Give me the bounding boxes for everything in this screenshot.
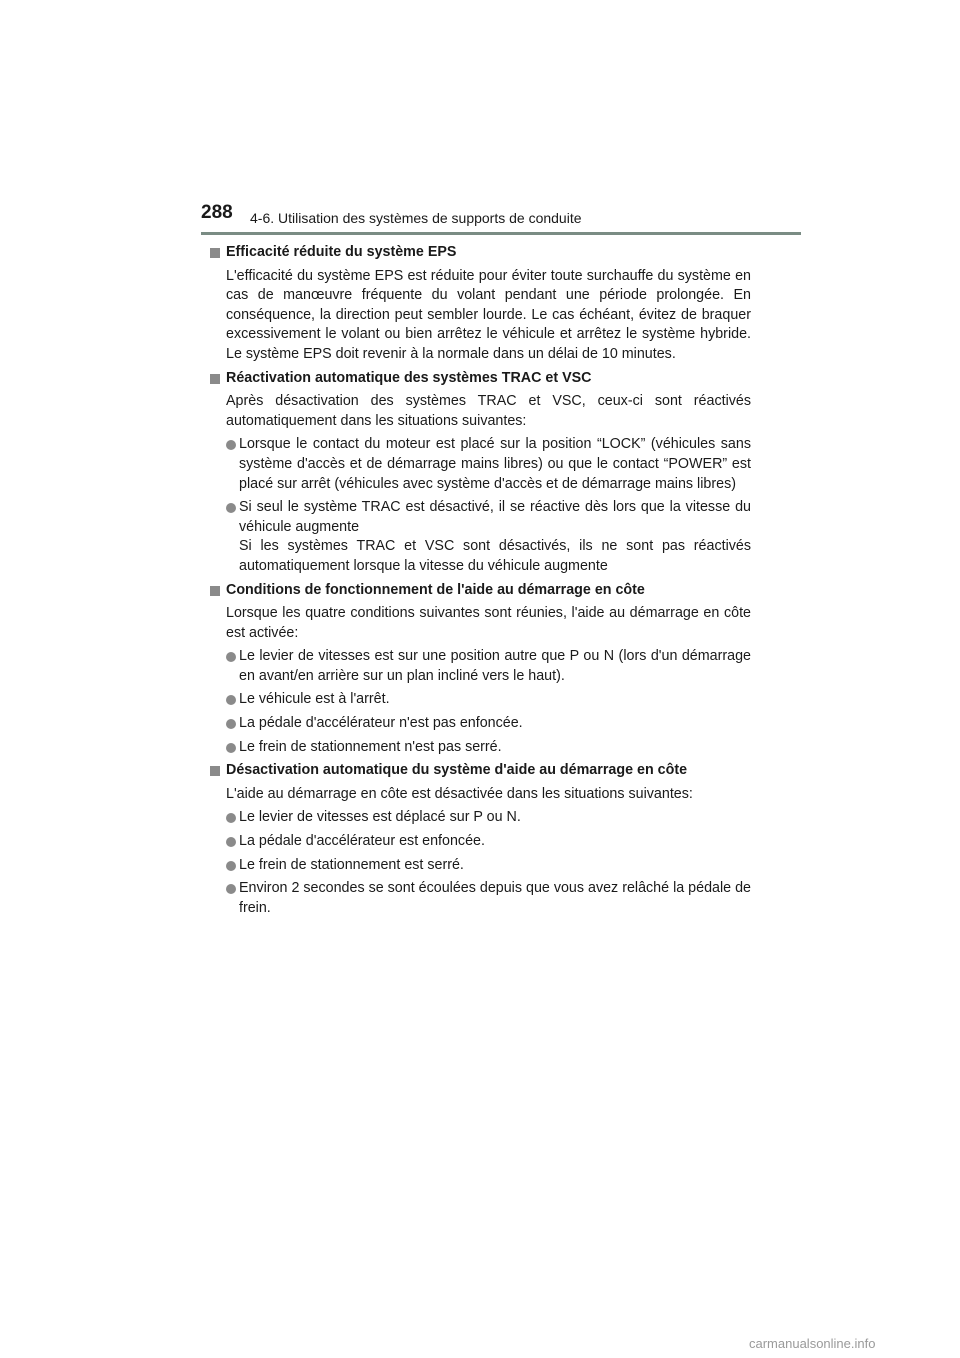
list-item-text: La pédale d'accélérateur est enfoncée. <box>239 833 485 850</box>
list-item <box>210 690 751 710</box>
square-bullet-icon <box>210 374 220 384</box>
watermark: carmanualsonline.info <box>749 1336 876 1351</box>
section-title <box>210 581 751 601</box>
list-item <box>210 879 751 918</box>
page-number: 288 <box>201 202 233 223</box>
section-paragraph: L'efficacité du système EPS est réduite pour éviter toute surchauffe du système en cas de manœuvre fréquente du volant pendant une période prolongée. En conséquence, la direction peut sembler lourde. Le cas échéant, évitez de braquer excessivement le volant ou bien arrêtez le véhicule et arrêtez le système hybride. Le système EPS doit revenir à la normale dans un délai de 10 minutes. <box>226 267 751 362</box>
section <box>210 243 751 365</box>
list-item-text: La pédale d'accélérateur n'est pas enfoncée. <box>239 715 523 732</box>
section-paragraph: L'aide au démarrage en côte est désactivée dans les situations suivantes: <box>226 785 693 802</box>
circle-bullet-icon <box>226 503 236 513</box>
section-paragraph: Lorsque les quatre conditions suivantes sont réunies, l'aide au démarrage en côte est activée: <box>226 605 751 641</box>
circle-bullet-icon <box>226 719 236 729</box>
square-bullet-icon <box>210 586 220 596</box>
list-item <box>210 832 751 852</box>
circle-bullet-icon <box>226 695 236 705</box>
list-item-text: Lorsque le contact du moteur est placé sur la position “LOCK” (véhicules sans système d'accès et de démarrage mains libres) ou que le contact “POWER” est placé sur arrêt (véhicules avec système d'accès et de démarrage mains libres) <box>239 436 751 492</box>
list-item-text: Le levier de vitesses est déplacé sur P ou N. <box>239 809 521 826</box>
list-item <box>210 647 751 686</box>
list-item <box>210 714 751 734</box>
list-item <box>210 498 751 576</box>
list-item-text: Le véhicule est à l'arrêt. <box>239 691 390 708</box>
section <box>210 369 751 577</box>
circle-bullet-icon <box>226 743 236 753</box>
section-title-text: Conditions de fonctionnement de l'aide au démarrage en côte <box>226 581 645 598</box>
square-bullet-icon <box>210 766 220 776</box>
section <box>210 761 751 918</box>
list-item <box>210 808 751 828</box>
page-content <box>210 240 751 922</box>
list-item-text: Environ 2 secondes se sont écoulées depuis que vous avez relâché la pédale de frein. <box>239 880 751 916</box>
section-paragraph: Après désactivation des systèmes TRAC et VSC, ceux-ci sont réactivés automatiquement dans les situations suivantes: <box>226 393 751 429</box>
section-title <box>210 761 751 781</box>
list-item-text: Le frein de stationnement n'est pas serré. <box>239 738 502 755</box>
page-header <box>0 0 960 240</box>
section-title <box>210 243 751 263</box>
section-title-text: Réactivation automatique des systèmes TRAC et VSC <box>226 369 592 386</box>
section-title <box>210 369 751 389</box>
circle-bullet-icon <box>226 652 236 662</box>
section-title-text: Désactivation automatique du système d'aide au démarrage en côte <box>226 762 688 779</box>
header-divider <box>201 232 801 235</box>
list-item-text: Si les systèmes TRAC et VSC sont désactivés, ils ne sont pas réactivés automatiquement lorsque la vitesse du véhicule augmente <box>239 538 751 574</box>
circle-bullet-icon <box>226 861 236 871</box>
chapter-title: 4-6. Utilisation des systèmes de supports de conduite <box>250 210 582 226</box>
list-item-text: Le levier de vitesses est sur une position autre que P ou N (lors d'un démarrage en avant/en arrière sur un plan incliné vers le haut). <box>239 648 751 684</box>
section-title-text: Efficacité réduite du système EPS <box>226 244 457 260</box>
list-item <box>210 435 751 494</box>
list-item <box>210 738 751 758</box>
list-item-text: Le frein de stationnement est serré. <box>239 856 464 873</box>
circle-bullet-icon <box>226 440 236 450</box>
circle-bullet-icon <box>226 813 236 823</box>
square-bullet-icon <box>210 248 220 258</box>
circle-bullet-icon <box>226 837 236 847</box>
circle-bullet-icon <box>226 884 236 894</box>
list-item-text: Si seul le système TRAC est désactivé, il se réactive dès lors que la vitesse du véhicule augmente <box>239 499 751 535</box>
list-item <box>210 856 751 876</box>
section <box>210 581 751 758</box>
